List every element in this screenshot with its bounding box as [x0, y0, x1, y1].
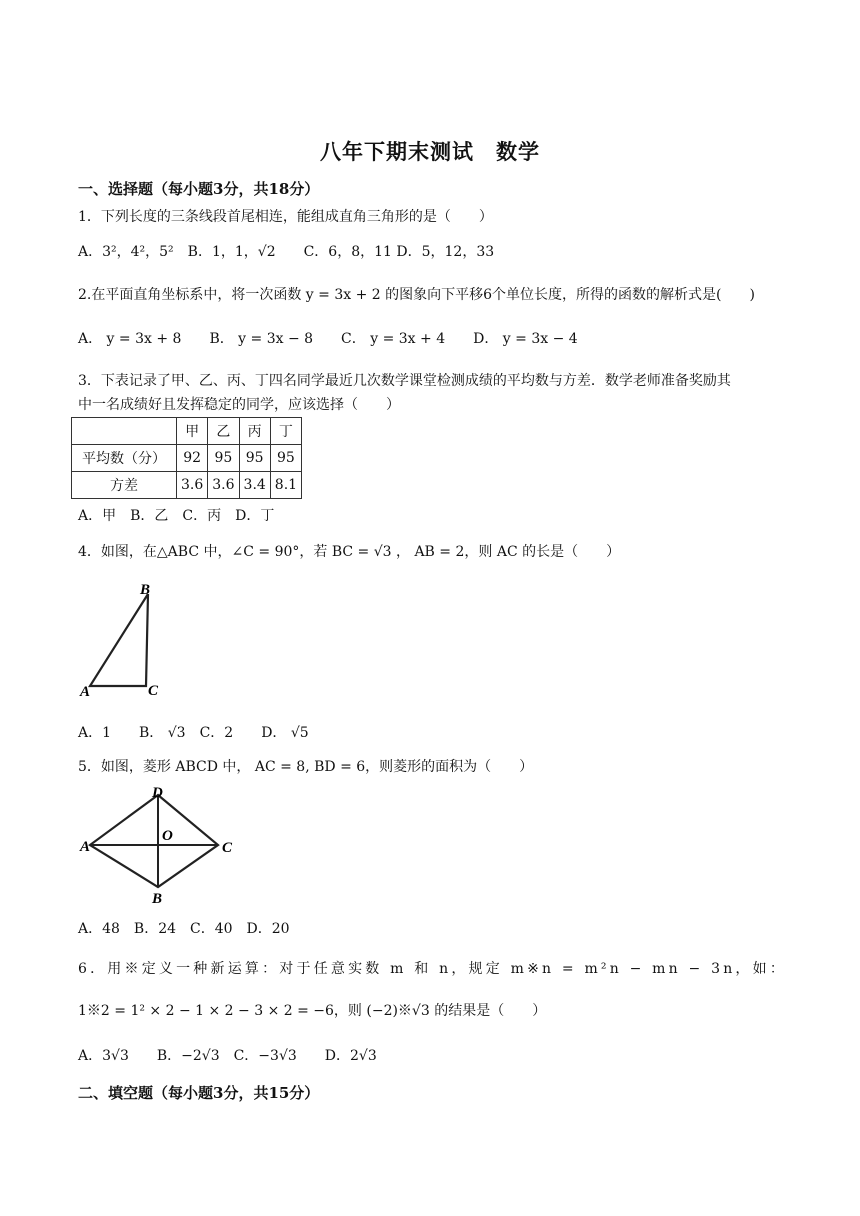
table-cell: 3.6 — [177, 472, 208, 499]
table-cell: 95 — [270, 445, 301, 472]
question-3-stem-line1: 3．下表记录了甲、乙、丙、丁四名同学最近几次数学课堂检测成绩的平均数与方差．数学老师准备奖励其 — [78, 373, 731, 389]
table-cell: 95 — [239, 445, 270, 472]
vertex-label-b: B — [152, 891, 163, 907]
page-title: 八年下期末测试 数学 — [320, 139, 540, 164]
question-3-stem-line2: 中一名成绩好且发挥稳定的同学，应该选择（ ） — [78, 397, 400, 413]
vertex-label-c: C — [222, 840, 233, 856]
triangle-outline — [90, 594, 148, 686]
question-1-stem: 1．下列长度的三条线段首尾相连，能组成直角三角形的是（ ） — [78, 209, 493, 225]
question-5-stem: 5．如图，菱形 ABCD 中， AC = 8, BD = 6，则菱形的面积为（ ） — [78, 759, 534, 775]
question-4-options: A．1 B． √3 C．2 D． √5 — [78, 725, 309, 741]
table-cell: 92 — [177, 445, 208, 472]
question-1-options: A．3²，4²，5² B．1，1，√2 C．6，8，11 D．5，12，33 — [78, 244, 495, 260]
table-header-cell: 丁 — [270, 418, 301, 445]
question-6-options: A．3√3 B．−2√3 C．−3√3 D．2√3 — [78, 1048, 377, 1064]
section-heading-choice: 一、选择题（每小题3分，共18分） — [78, 180, 320, 198]
table-cell: 95 — [208, 445, 239, 472]
table-cell — [72, 418, 177, 445]
section-heading-fill-in: 二、填空题（每小题3分，共15分） — [78, 1084, 320, 1102]
vertex-label-a: A — [80, 684, 91, 700]
question-4-stem: 4．如图，在△ABC 中，∠C = 90°，若 BC = √3 ， AB = 2，则 AC 的长是（ ） — [78, 544, 621, 560]
rhombus-outline — [90, 795, 218, 887]
right-triangle-figure — [78, 578, 168, 703]
table-header-cell: 丙 — [239, 418, 270, 445]
question-6-stem-line2: 1※2 = 1² × 2 − 1 × 2 − 3 × 2 = −6，则 (−2)※√3 的结果是（ ） — [78, 1003, 547, 1019]
table-row — [72, 445, 302, 472]
question-2-stem: 2.在平面直角坐标系中，将一次函数 y = 3x + 2 的图象向下平移6个单位长度，所得的函数的解析式是( ) — [78, 287, 755, 303]
question-2-options: A． y = 3x + 8 B． y = 3x − 8 C． y = 3x + 4 D． y = 3x − 4 — [78, 331, 578, 347]
table-cell: 3.4 — [239, 472, 270, 499]
vertex-label-b: B — [140, 582, 151, 598]
table-cell: 3.6 — [208, 472, 239, 499]
score-table — [71, 417, 302, 499]
table-header-cell: 乙 — [208, 418, 239, 445]
vertex-label-c: C — [148, 683, 159, 699]
question-5-options: A．48 B．24 C．40 D．20 — [78, 921, 290, 937]
table-row-label: 方差 — [72, 472, 177, 499]
table-row — [72, 472, 302, 499]
vertex-label-a: A — [80, 839, 91, 855]
question-3-options: A．甲 B．乙 C．丙 D．丁 — [78, 508, 275, 524]
question-6-stem-line1: 6．用※定义一种新运算：对于任意实数 m 和 n，规定 m※n = m²n − mn − 3n，如： — [78, 961, 788, 977]
table-cell: 8.1 — [270, 472, 301, 499]
table-row — [72, 418, 302, 445]
center-label-o: O — [162, 828, 173, 844]
table-row-label: 平均数（分） — [72, 445, 177, 472]
vertex-label-d: D — [152, 785, 163, 801]
rhombus-figure — [78, 783, 243, 908]
table-header-cell: 甲 — [177, 418, 208, 445]
